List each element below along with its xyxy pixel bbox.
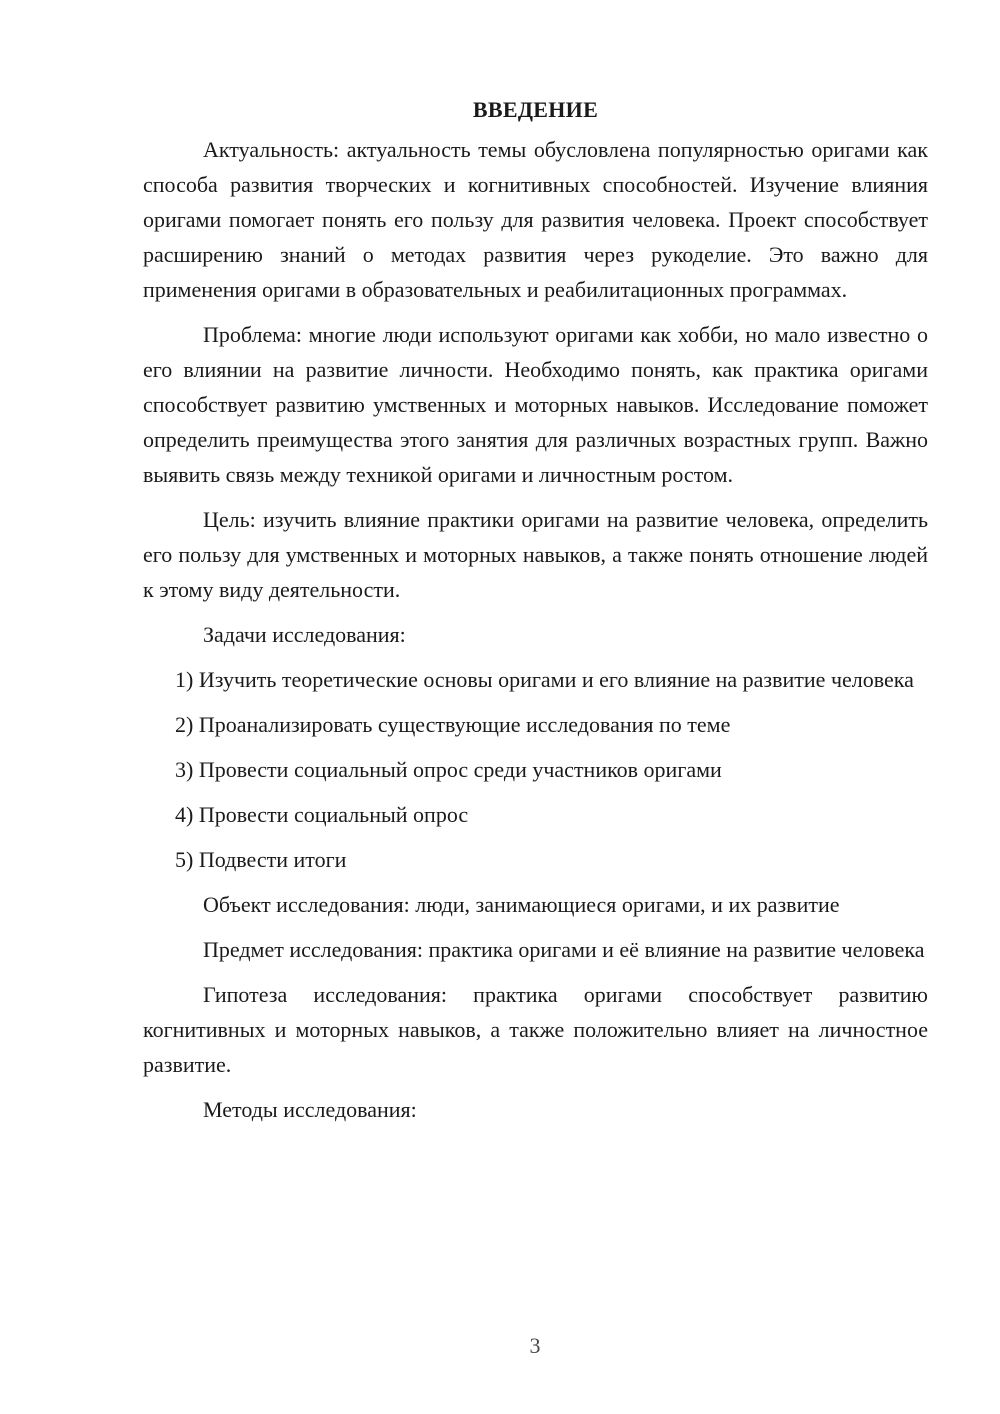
task-item-4: 4) Провести социальный опрос [175, 802, 469, 827]
goal-paragraph: Цель: изучить влияние практики оригами на развитие человека, определить его пользу для умственных и моторных навыков, а также понять отношение людей к этому виду деятельности. [143, 507, 928, 602]
task-item-1: 1) Изучить теоретические основы оригами и его влияние на развитие человека [175, 667, 914, 692]
subject-paragraph: Предмет исследования: практика оригами и её влияние на развитие человека [203, 937, 925, 962]
object-paragraph: Объект исследования: люди, занимающиеся оригами, и их развитие [203, 892, 840, 917]
tasks-title: Задачи исследования: [203, 622, 406, 647]
section-heading: ВВЕДЕНИЕ [472, 97, 599, 122]
page-number: 3 [529, 1333, 541, 1358]
methods-title: Методы исследования: [203, 1097, 417, 1122]
relevance-paragraph: Актуальность: актуальность темы обусловлена популярностью оригами как способа развития творческих и когнитивных способностей. Изучение влияния оригами помогает понять его пользу для развития человека. Проект способствует расширению знаний о методах развития через рукоделие. Это важно для применения оригами в образовательных и реабилитационных программах. [143, 137, 928, 302]
task-item-3: 3) Провести социальный опрос среди участников оригами [175, 757, 722, 782]
problem-paragraph: Проблема: многие люди используют оригами как хобби, но мало известно о его влиянии на развитие личности. Необходимо понять, как практика оригами способствует развитию умственных и моторных навыков. Исследование поможет определить преимущества этого занятия для различных возрастных групп. Важно выявить связь между техникой оригами и личностным ростом. [143, 322, 928, 487]
task-item-5: 5) Подвести итоги [175, 847, 347, 872]
task-item-2: 2) Проанализировать существующие исследования по теме [175, 712, 731, 737]
page-body [143, 95, 928, 1137]
hypothesis-paragraph: Гипотеза исследования: практика оригами способствует развитию когнитивных и моторных навыков, а также положительно влияет на личностное развитие. [143, 982, 928, 1077]
